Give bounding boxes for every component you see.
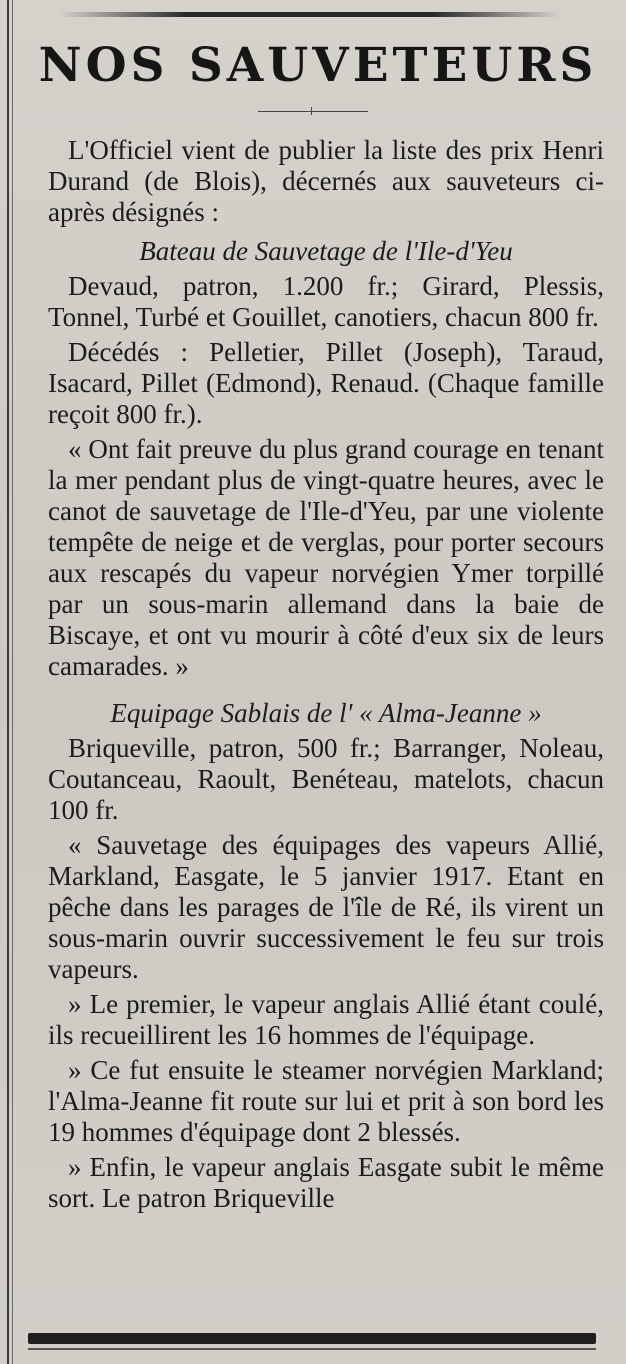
- top-rule: [60, 12, 560, 17]
- paragraph: Devaud, patron, 1.200 fr.; Girard, Plessis, Tonnel, Turbé et Gouillet, canotiers, chacun 800 fr.: [48, 271, 604, 332]
- bottom-rule: [28, 1333, 596, 1344]
- title-ornament: [258, 111, 368, 112]
- column-rule-left: [7, 0, 9, 1364]
- intro-paragraph: L'Officiel vient de publier la liste des prix Henri Durand (de Blois), décernés aux sauveteurs ci-après désignés :: [48, 135, 604, 227]
- article-body: [48, 135, 604, 1218]
- bottom-rule-thin: [28, 1348, 596, 1350]
- section-heading-alma-jeanne: Equipage Sablais de l' « Alma-Jeanne »: [110, 698, 542, 728]
- paragraph: Décédés : Pelletier, Pillet (Joseph), Taraud, Isacard, Pillet (Edmond), Renaud. (Chaque famille reçoit 800 fr.).: [48, 337, 604, 429]
- paragraph: « Ont fait preuve du plus grand courage en tenant la mer pendant plus de vingt-quatre heures, avec le canot de sauvetage de l'Ile-d'Yeu, par une violente tempête de neige et de verglas, pour porter secours aux rescapés du vapeur norvégien Ymer torpillé par un sous-marin allemand dans la baie de Biscaye, et ont vu mourir à côté d'eux six de leurs camarades. »: [48, 434, 604, 681]
- paragraph: « Sauvetage des équipages des vapeurs Allié, Markland, Easgate, le 5 janvier 1917. Etant en pêche dans les parages de l'île de Ré, ils virent un sous-marin ouvrir successivement le feu sur trois vapeurs.: [48, 830, 604, 984]
- paragraph: » Le premier, le vapeur anglais Allié étant coulé, ils recueillirent les 16 hommes de l'équipage.: [48, 989, 604, 1050]
- section-heading-ile-d-yeu: Bateau de Sauvetage de l'Ile-d'Yeu: [139, 236, 513, 266]
- paragraph: » Ce fut ensuite le steamer norvégien Markland; l'Alma-Jeanne fit route sur lui et prit à son bord les 19 hommes d'équipage dont 2 blessés.: [48, 1055, 604, 1147]
- paragraph: » Enfin, le vapeur anglais Easgate subit le même sort. Le patron Briqueville: [48, 1152, 604, 1213]
- article-title: NOS SAUVETEURS: [38, 38, 598, 93]
- title-ornament-tick: [311, 107, 312, 115]
- paragraph: Briqueville, patron, 500 fr.; Barranger, Noleau, Coutanceau, Raoult, Benéteau, matelots, chacun 100 fr.: [48, 733, 604, 825]
- column-rule-left-thin: [12, 0, 13, 1364]
